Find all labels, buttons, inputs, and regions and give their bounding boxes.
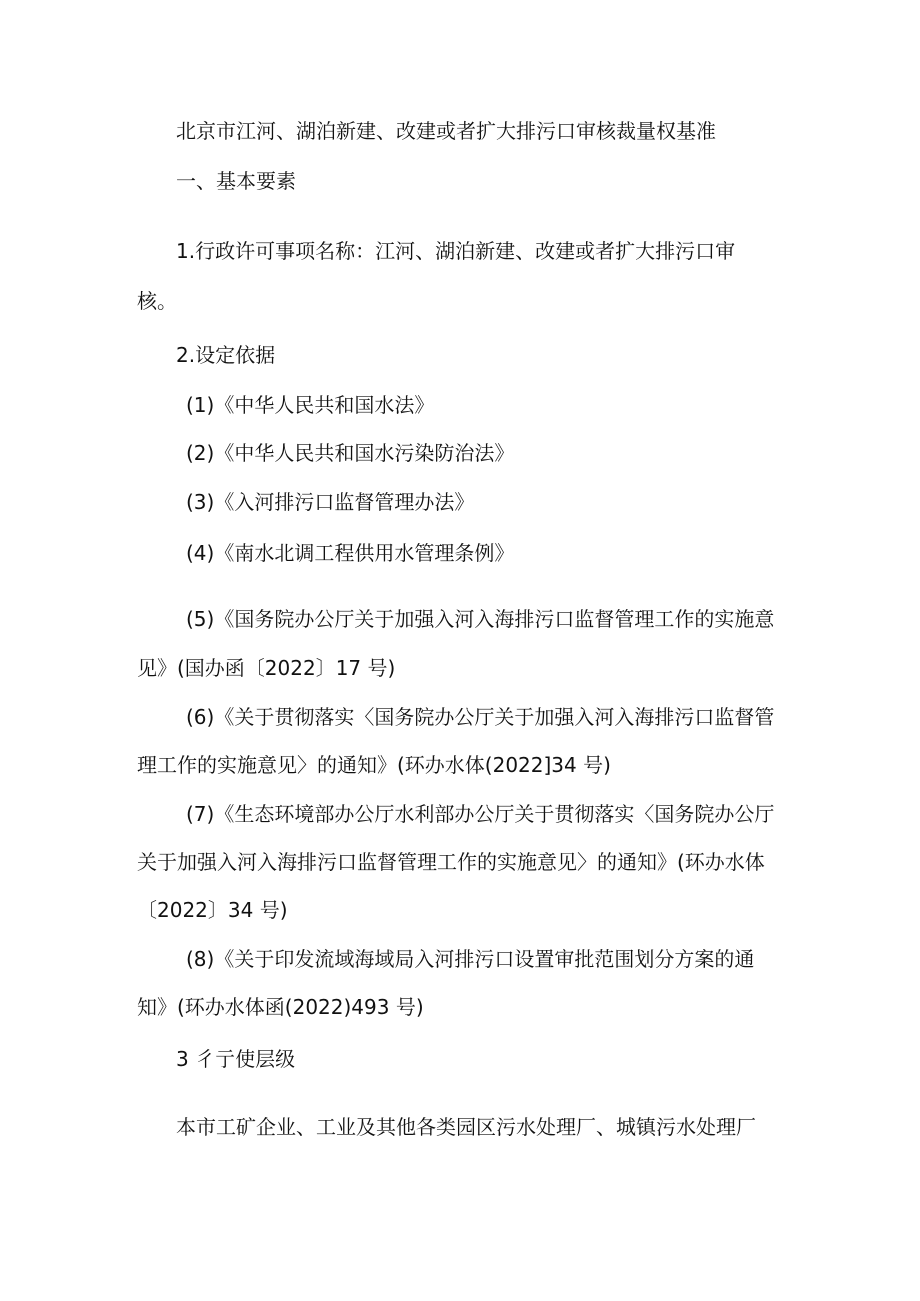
document-title: 北京市江河、湖泊新建、改建或者扩大排污口审核裁量权基准 xyxy=(176,119,716,143)
legal-basis-3: (3)《入河排污口监督管理办法》 xyxy=(186,490,475,514)
item-3-heading: 3 彳亍使层级 xyxy=(176,1047,296,1071)
item-2-heading: 2.设定依据 xyxy=(176,343,276,367)
legal-basis-6-line-2: 理工作的实施意见〉的通知》(环办水体(2022]34 号) xyxy=(137,753,611,777)
legal-basis-8-line-1: (8)《关于印发流域海域局入河排污口设置审批范围划分方案的通 xyxy=(186,947,755,971)
legal-basis-8-line-2: 知》(环办水体函(2022)493 号) xyxy=(137,995,424,1019)
legal-basis-1: (1)《中华人民共和国水法》 xyxy=(186,393,435,417)
legal-basis-7-line-1: (7)《生态环境部办公厅水利部办公厅关于贯彻落实〈国务院办公厅 xyxy=(186,802,775,826)
legal-basis-7-line-3: 〔2022〕34 号) xyxy=(137,898,288,922)
legal-basis-6-line-1: (6)《关于贯彻落实〈国务院办公厅关于加强入河入海排污口监督管 xyxy=(186,705,775,729)
section-heading-basic-elements: 一、基本要素 xyxy=(176,169,296,193)
legal-basis-4: (4)《南水北调工程供用水管理条例》 xyxy=(186,541,515,565)
item-1-line-2: 核。 xyxy=(137,289,177,313)
legal-basis-5-line-2: 见》(国办函〔2022〕17 号) xyxy=(137,656,396,680)
body-text-line: 本市工矿企业、工业及其他各类园区污水处理厂、城镇污水处理厂 xyxy=(176,1115,756,1139)
legal-basis-5-line-1: (5)《国务院办公厅关于加强入河入海排污口监督管理工作的实施意 xyxy=(186,607,775,631)
item-1-line-1: 1.行政许可事项名称：江河、湖泊新建、改建或者扩大排污口审 xyxy=(176,239,736,263)
legal-basis-2: (2)《中华人民共和国水污染防治法》 xyxy=(186,441,515,465)
legal-basis-7-line-2: 关于加强入河入海排污口监督管理工作的实施意见〉的通知》(环办水体 xyxy=(137,850,765,874)
